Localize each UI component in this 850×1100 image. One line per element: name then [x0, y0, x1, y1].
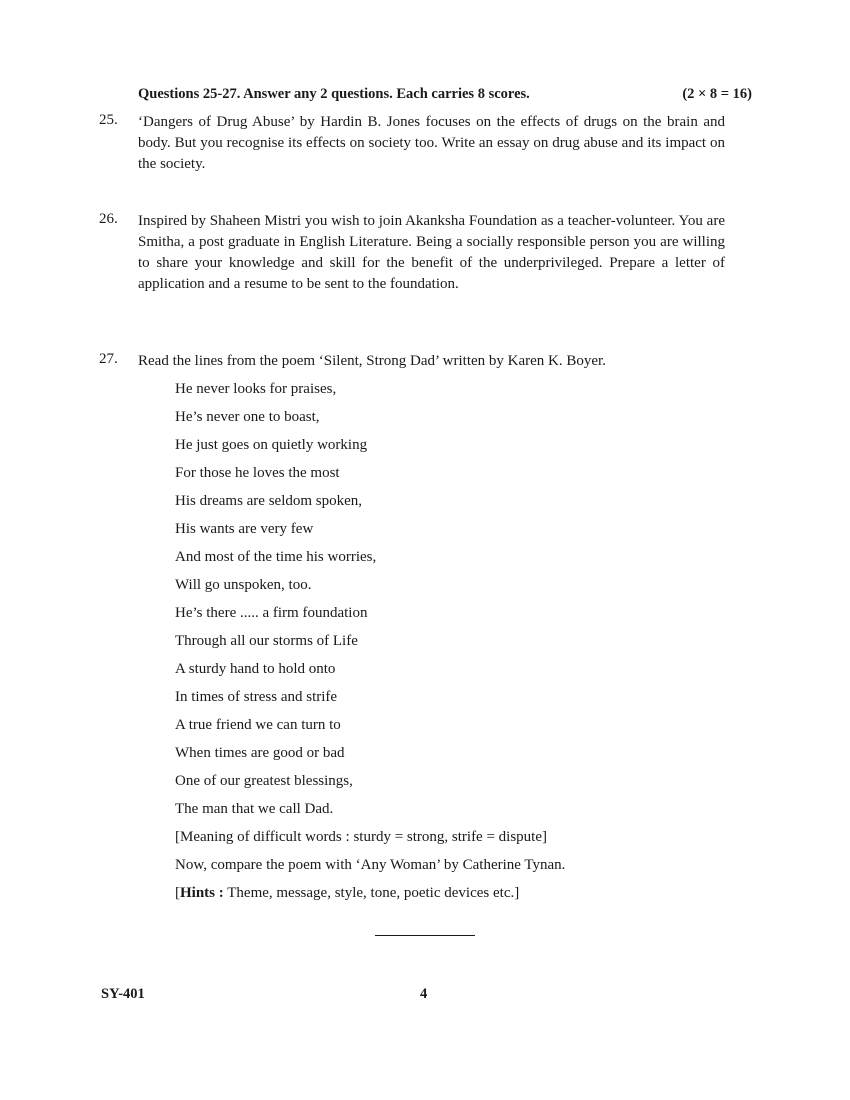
hints-open-bracket: [ — [175, 885, 180, 901]
hints-line — [175, 882, 565, 910]
poem-line: He never looks for praises, — [175, 381, 337, 397]
poem-line: A sturdy hand to hold onto — [175, 661, 336, 677]
question-25-text: ‘Dangers of Drug Abuse’ by Hardin B. Jones focuses on the effects of drugs on the brain and body. But you recognise its effects on society too. Write an essay on drug abuse and its impact on the society. — [138, 114, 725, 172]
compare-instruction: Now, compare the poem with ‘Any Woman’ by Catherine Tynan. — [175, 857, 566, 873]
question-26-text: Inspired by Shaheen Mistri you wish to join Akanksha Foundation as a teacher-volunteer. You are Smitha, a post graduate in English Literature. Being a socially responsible person you are willing to share your knowledge and skill for the benefit of the underprivileged. Prepare a letter of application and a resume to be sent to the foundation. — [138, 213, 725, 292]
poem-block — [175, 378, 565, 910]
question-27-number: 27. — [99, 351, 118, 367]
poem-line: He just goes on quietly working — [175, 437, 368, 453]
hints-label: Hints : — [180, 885, 224, 901]
poem-line: He’s never one to boast, — [175, 409, 320, 425]
meaning-note: [Meaning of difficult words : sturdy = strong, strife = dispute] — [175, 829, 548, 845]
poem-line: He’s there ..... a firm foundation — [175, 605, 368, 621]
footer-paper-code: SY-401 — [101, 986, 145, 1002]
question-26-number: 26. — [99, 211, 118, 227]
poem-line: And most of the time his worries, — [175, 549, 377, 565]
poem-line: Will go unspoken, too. — [175, 577, 312, 593]
question-27-text: Read the lines from the poem ‘Silent, Strong Dad’ written by Karen K. Boyer. — [138, 353, 606, 369]
poem-line: His dreams are seldom spoken, — [175, 493, 363, 509]
poem-line: In times of stress and strife — [175, 689, 338, 705]
poem-line: Through all our storms of Life — [175, 633, 358, 649]
section-score-total: (2 × 8 = 16) — [682, 86, 752, 102]
section-header — [138, 86, 752, 103]
end-divider — [375, 935, 475, 936]
poem-line: One of our greatest blessings, — [175, 773, 353, 789]
section-instruction: Questions 25-27. Answer any 2 questions. Each carries 8 scores. — [138, 86, 530, 102]
poem-line: A true friend we can turn to — [175, 717, 341, 733]
poem-line: His wants are very few — [175, 521, 314, 537]
poem-line: When times are good or bad — [175, 745, 345, 761]
question-25-number: 25. — [99, 112, 118, 128]
poem-line: For those he loves the most — [175, 465, 340, 481]
footer-page-number: 4 — [420, 986, 428, 1002]
poem-line: The man that we call Dad. — [175, 801, 334, 817]
hints-text: Theme, message, style, tone, poetic devices etc.] — [223, 885, 520, 901]
